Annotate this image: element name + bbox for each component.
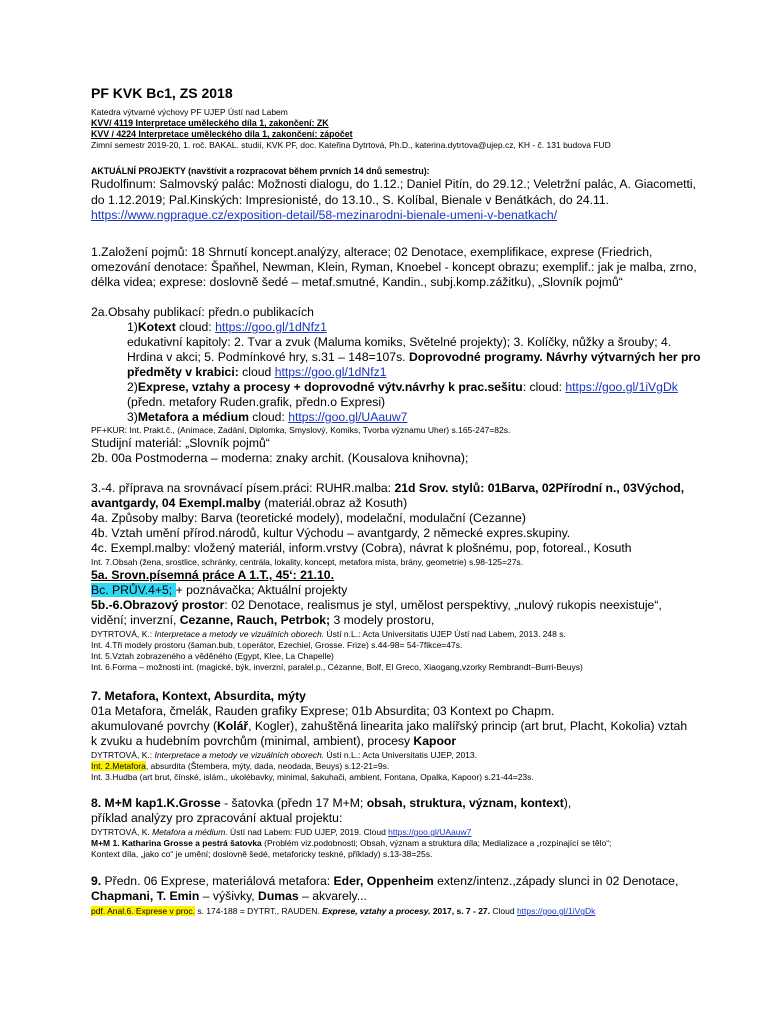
accumulated-surfaces: akumulované povrchy (	[91, 719, 217, 733]
kotext-cloud-label: cloud:	[175, 320, 216, 334]
expression-number: 2)	[127, 380, 138, 394]
int7-line: Int. 7.Obsah (žena, srostlice, schránky, centrála, lokality, koncept, metafora místa, brány, geometrie) s.98-125=27s.	[91, 557, 524, 567]
study-material-line: Studijní materiál: „Slovník pojmů“	[91, 436, 270, 450]
box-objects-label: předměty v krabici:	[127, 365, 239, 379]
style-comparison-label: 21d Srov. stylů: 01Barva, 02Přírodní n., 03Východ,	[394, 481, 685, 495]
section-4c-line: 4c. Exempl.malby: vložený materiál, inform.vrstvy (Cobra), návrat k plošnému, pop, fotoreal., Kosuth	[91, 541, 632, 555]
dytrtova-book-title: Interpretace a metody ve vizuálních oborech.	[154, 750, 325, 760]
metaphor-number: 3)	[127, 410, 138, 424]
artists-chapman-emin: Chapmani, T. Emin	[91, 889, 200, 903]
artist-dumas: Dumas	[258, 889, 299, 903]
pdf-highlight: pdf. Anal.6. Exprese v proc.	[91, 906, 195, 916]
int6-line: Int. 6.Forma – možnosti int. (magické, býk, inverzní, paralel.p., Cézanne, Bolf, El Greco, Xiaogang,vzorky Rembrandt–Burri-Beuys)	[91, 662, 583, 672]
pdf-line	[91, 906, 595, 916]
watercolors-text: – akvarely...	[298, 889, 367, 903]
section-2b-line: 2b. 00a Postmoderna – moderna: znaky archit. (Kousalova knihovna);	[91, 451, 469, 465]
linearity-text: , Kogler), zahuštěná linearita jako malířský princip (art brut, Placht, Kokolia) vztah	[248, 719, 688, 733]
fud-publisher: Ústí nad Labem: FUD UJEP, 2019. Cloud	[227, 827, 389, 837]
course-line-2: KVV / 4224 Interpretace uměleckého díla 1, zakončení: zápočet	[91, 129, 353, 139]
department-line: Katedra výtvarné výchovy PF UJEP Ústí nad Labem	[91, 107, 288, 117]
artist-kolar: Kolář	[217, 719, 249, 733]
extension-intension: extenz/intenz.,západy slunci in 02 Denotace,	[433, 874, 679, 888]
expression-lecture: Předn. 06 Exprese, materiálová metafora:	[101, 874, 334, 888]
metaphor-medium-cloud-link[interactable]: https://goo.gl/UAauw7	[388, 827, 472, 837]
section-8-line-1	[91, 796, 571, 810]
section-9-number: 9.	[91, 874, 102, 888]
expression-book-pages: 2017, s. 7 - 27.	[430, 906, 491, 916]
section-4a-line: 4a. Způsoby malby: Barva (teoretické modely), modelační, modulační (Cezanne)	[91, 511, 526, 525]
educational-chapters-line-2	[127, 350, 701, 364]
expression-title: Exprese, vztahy a procesy + doprovodné výtv.návrhy k prac.sešitu	[137, 380, 523, 394]
metaphor-cloud-label: cloud:	[248, 410, 289, 424]
expression-book-title: Exprese, vztahy a procesy.	[322, 906, 431, 916]
sound-surfaces: k zvuku a hudebním povrchům (minimal, ambient), procesy	[91, 734, 414, 748]
section-2a-heading: 2a.Obsahy publikací: předn.o publikacích	[91, 305, 314, 319]
section-8-desc: - šatovka (předn 17 M+M;	[220, 796, 367, 810]
int5-line: Int. 5.Vztah zobrazeného a věděného (Egypt, Klee, La Chapelle)	[91, 651, 334, 661]
section-7-line-3	[91, 734, 456, 748]
expression-line	[127, 380, 678, 394]
pictorial-space-desc: : 02 Denotace, realismus je styl, umělost perspektivy, „nulový rukopis neexistuje“,	[224, 598, 662, 612]
dytrtova-ref-2	[91, 750, 477, 760]
section-9-line-1	[91, 874, 678, 888]
projects-line-2: do 1.12.2019; Pal.Kinských: Impresionisté, do 13.10., S. Kolíbal, Bienale v Benátkách, do 24.11.	[91, 193, 610, 207]
mm1-line	[91, 838, 611, 848]
expression-lectures-line: (předn. metafory Ruden.grafik, předn.o Expresi)	[127, 395, 386, 409]
written-exam-line: 5a. Srovn.písemná práce A 1.T., 45‘: 21.10.	[91, 568, 334, 582]
section-3-line-1	[91, 481, 684, 495]
section-1-line-3: délka videa; exprese: doslovně šedé – metaf.smutné, Kandin., subj.komp.zážitku), „Slovník pojmů“	[91, 275, 623, 289]
embroidery-text: – výšivky,	[199, 889, 259, 903]
educational-chapters-line-1: edukativní kapitoly: 2. Tvar a zvuk (Maluma komiks, Světelné projekty); 3. Kolíčky, nůžky a šrouby; 4.	[127, 335, 672, 349]
mm1-desc: (Problém viz.podobnosti; Obsah, význam a struktura díla; Medializace a „rozpínající se tělo“;	[261, 838, 612, 848]
section-4b-line: 4b. Vztah umění přírod.národů, kultur Východu – avantgardy, 2 německé expres.skupiny.	[91, 526, 571, 540]
int4-line: Int. 4.Tři modely prostoru (šaman.bub, t.operátor, Ezechiel, Grosse. Frize) s.44-98= 54-7fikce=47s.	[91, 640, 463, 650]
ngprague-link[interactable]: https://www.ngprague.cz/exposition-detail/58-mezinarodni-bienale-umeni-v-benatkach/	[91, 208, 558, 222]
expression-cloud-link[interactable]: https://goo.gl/1iVgDk	[565, 380, 678, 394]
page-title: PF KVK Bc1, ZS 2018	[91, 85, 233, 101]
dytrtova-publisher: Ústí n.L.: Acta Universitatis UJEP, 2013.	[324, 750, 477, 760]
dytrtova-ref-1	[91, 629, 566, 639]
pdf-cloud-label: Cloud	[490, 906, 517, 916]
pf-kur-line: PF+KUR: Int. Prakt.č., (Animace, Zadání, Diplomka, Smyslový, Komiks, Tvorba významu Uher) s.165-247=82s.	[91, 425, 511, 435]
kotext-line	[127, 320, 327, 334]
int2-rest: , absurdita (Štembera, mýty, dada, neodada, Beuys) s.12-21=9s.	[145, 761, 390, 771]
dytrtova-author: DYTRTOVÁ, K.	[91, 827, 153, 837]
avantgarde-material: (materiál.obraz až Kosuth)	[260, 496, 408, 510]
section-3-prep: 3.-4. příprava na srovnávací písem.práci: RUHR.malba:	[91, 481, 395, 495]
metaphor-medium-title: Metafora a médium.	[152, 827, 228, 837]
kotext-title: Kotext	[137, 320, 176, 334]
projects-heading: AKTUÁLNÍ PROJEKTY (navštívit a rozpracovat během prvních 14 dnů semestru):	[91, 166, 430, 176]
section-3-line-2	[91, 496, 407, 510]
section-1-line-1: 1.Založení pojmů: 18 Shrnutí koncept.analýzy, alterace; 02 Denotace, exemplifikace, exprese (Friedrich,	[91, 245, 653, 259]
artist-kapoor: Kapoor	[413, 734, 457, 748]
bc-line	[91, 583, 347, 597]
expression-cloud-label: : cloud:	[522, 380, 566, 394]
int2-line	[91, 761, 389, 771]
pictorial-space-label: 5b.-6.Obrazový prostor	[91, 598, 225, 612]
int2-highlight: Int. 2.Metafora	[91, 761, 146, 771]
section-7-line-2	[91, 719, 687, 733]
section-9-line-2	[91, 889, 367, 903]
dytrtova-ref-3	[91, 827, 471, 837]
int3-line: Int. 3.Hudba (art brut, čínské, islám., ukolébavky, minimal, šakuhači, ambient, Fontana, Opalka, Kapoor) s.21-44=23s.	[91, 772, 534, 782]
metaphor-title: Metafora a médium	[137, 410, 249, 424]
pdf-pages: s. 174-188 = DYTRT., RAUDEN.	[194, 906, 323, 916]
artists-eder-oppenheim: Eder, Oppenheim	[333, 874, 434, 888]
mm1-line-2: Kontext díla, „jako co“ je umění; doslovně šedé, metaforicky teskné, příklady) s.13-38=25s.	[91, 849, 433, 859]
section-5b-line-2	[91, 613, 434, 627]
projects-line-1: Rudolfinum: Salmovský palác: Možnosti dialogu, do 1.12.; Daniel Pitín, do 29.12.; Veletržní palác, A. Giacometti,	[91, 177, 696, 191]
box-objects-cloud-label: cloud	[238, 365, 275, 379]
expression-cloud-link[interactable]: https://goo.gl/1iVgDk	[516, 906, 596, 916]
accompanying-programs-label: Doprovodné programy. Návrhy výtvarných her pro	[408, 350, 701, 364]
content-structure-label: obsah, struktura, význam, kontext	[366, 796, 564, 810]
vision-inverse: vidění; inverzní,	[91, 613, 180, 627]
dytrtova-publisher: Ústí n.L.: Acta Universitatis UJEP Ústí nad Labem, 2013. 248 s.	[324, 629, 566, 639]
dytrtova-book-title: Interpretace a metody ve vizuálních oborech.	[154, 629, 325, 639]
bc-rest: + poznávačka; Aktuální projekty	[175, 583, 348, 597]
avantgarde-label: avantgardy, 04 Exempl.malby	[91, 496, 261, 510]
dytrtova-author: DYTRTOVÁ, K.:	[91, 750, 155, 760]
educational-chapters-pages: Hrdina v akci; 5. Podmínkové hry, s.31 – 148=107s.	[127, 350, 409, 364]
kotext-cloud-link[interactable]: https://goo.gl/1dNfz1	[215, 320, 327, 334]
metaphor-line	[127, 410, 407, 424]
semester-line: Zimní semestr 2019-20, 1. roč. BAKAL. studií, KVK PF, doc. Kateřina Dytrtová, Ph.D., katerina.dytrtova@ujep.cz, KH - č. 131 budova FUD	[91, 140, 611, 150]
mm1-title: M+M 1. Katharina Grosse a pestrá šatovka	[91, 838, 262, 848]
artists-cezanne: Cezanne, Rauch, Petrbok;	[179, 613, 331, 627]
mm-grosse-label: 8. M+M kap1.K.Grosse	[91, 796, 221, 810]
box-objects-cloud-link[interactable]: https://goo.gl/1dNfz1	[274, 365, 387, 379]
course-line-1: KVV/ 4119 Interpretace uměleckého díla 1, zakončení: ZK	[91, 118, 329, 128]
space-models: 3 modely prostoru,	[330, 613, 435, 627]
section-5b-line-1	[91, 598, 662, 612]
metaphor-cloud-link[interactable]: https://goo.gl/UAauw7	[288, 410, 408, 424]
section-7-heading: 7. Metafora, Kontext, Absurdita, mýty	[91, 689, 306, 703]
section-1-line-2: omezování denotace: Špaňhel, Newman, Klein, Ryman, Knoebel - koncept obrazu; exemplif.: jak je malba, zrno,	[91, 260, 697, 274]
section-7-line-1: 01a Metafora, čmelák, Rauden grafiky Exprese; 01b Absurdita; 03 Kontext po Chapm.	[91, 704, 555, 718]
kotext-number: 1)	[127, 320, 138, 334]
section-8-line-2: příklad analýzy pro zpracování aktual projektu:	[91, 811, 343, 825]
dytrtova-author: DYTRTOVÁ, K.:	[91, 629, 155, 639]
bc-highlight: Bc. PRŮV.4+5;	[91, 583, 176, 597]
section-8-close: ),	[563, 796, 572, 810]
educational-chapters-line-3	[127, 365, 386, 379]
